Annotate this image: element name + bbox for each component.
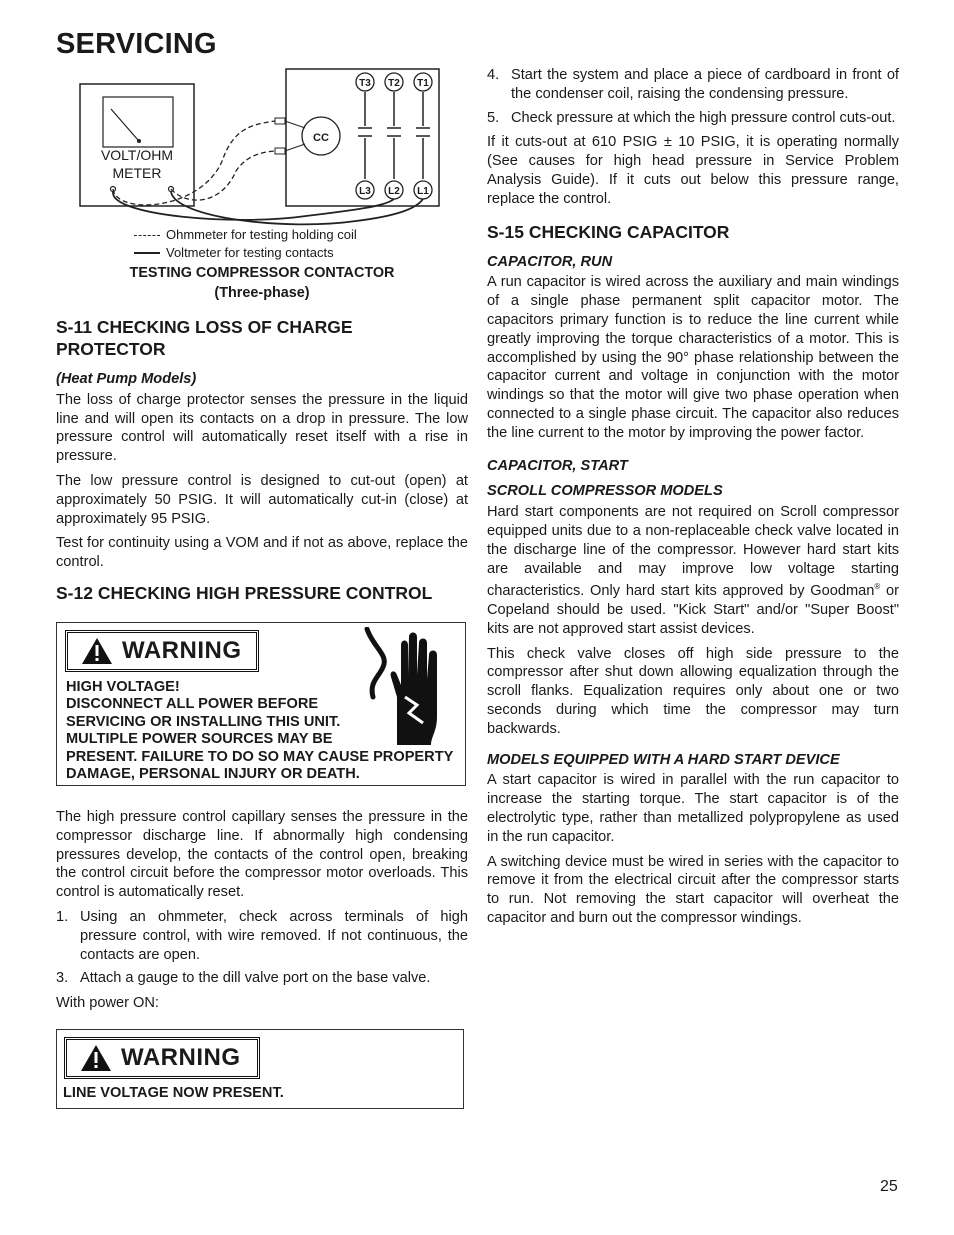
terminal-l3: L3 bbox=[359, 186, 371, 197]
warning-triangle-icon bbox=[79, 1043, 113, 1073]
list-item: 5. Check pressure at which the high pressure control cuts-out. bbox=[487, 109, 896, 126]
s12-heading: S-12 CHECKING HIGH PRESSURE CONTROL bbox=[56, 582, 433, 603]
warning-text: HIGH VOLTAGE! DISCONNECT ALL POWER BEFORE SERVICING OR INSTALLING THIS UNIT. MULTIPLE POWER SOURCES MAY BE PRESENT. FAILURE TO DO SO MAY CAUSE PROPERTY DAMAGE, PERSONAL INJURY OR DEATH. bbox=[66, 678, 454, 783]
s12-steps bbox=[56, 908, 468, 988]
warning-text: LINE VOLTAGE NOW PRESENT. bbox=[63, 1084, 284, 1101]
terminal-t2: T2 bbox=[388, 78, 400, 89]
legend-solid-label: Voltmeter for testing contacts bbox=[166, 245, 334, 260]
terminal-l2: L2 bbox=[388, 186, 400, 197]
s12-paragraph: The high pressure control capillary senses the pressure in the compressor discharge line. If abnormally high condensing pressures develop, the contacts of the control open, breaking the control circuit before the compressor motor overloads. This control is automatically reset. bbox=[56, 808, 468, 901]
s12-result-paragraph: If it cuts-out at 610 PSIG ± 10 PSIG, it is operating normally (See causes for high head pressure in Service Problem Analysis Guide). If it cuts out below this pressure range, replace the control. bbox=[487, 134, 899, 207]
hard-start-heading: MODELS EQUIPPED WITH A HARD START DEVICE bbox=[487, 751, 840, 768]
s11-subheading: (Heat Pump Models) bbox=[56, 371, 197, 387]
capacitor-run-heading: CAPACITOR, RUN bbox=[487, 253, 613, 270]
meter-needle bbox=[111, 109, 138, 140]
warning-badge bbox=[64, 1037, 260, 1079]
diagram-caption-subtitle: (Three-phase) bbox=[214, 285, 310, 301]
contactor-test-diagram bbox=[56, 66, 468, 308]
capacitor-start-heading: CAPACITOR, START bbox=[487, 457, 628, 474]
list-item: 4. Start the system and place a piece of cardboard in front of the condenser coil, raising the condensing pressure. bbox=[487, 67, 899, 102]
legend-solid bbox=[134, 244, 334, 263]
capacitor-run-paragraph: A run capacitor is wired across the auxiliary and main windings of a single phase permanent split capacitor motor. The capacitors primary function is to reduce the line current while greatly improving the torque characteristics of a motor. This is accomplished by using the 90° phase relationship between the capacitor current and voltage in conjunction with the motor windings so that the motor will give two phase operation when connected to a single phase circuit. The capacitor also reduces the line current to the motor by improving the power factor. bbox=[487, 274, 899, 441]
s11-heading: S-11 CHECKING LOSS OF CHARGE PROTECTOR bbox=[56, 317, 353, 359]
right-column bbox=[487, 66, 899, 934]
warning-label: WARNING bbox=[121, 1043, 241, 1071]
meter-label: VOLT/OHM METER bbox=[100, 147, 174, 181]
left-column bbox=[56, 66, 468, 1109]
legend-dashed-label: Ohmmeter for testing holding coil bbox=[166, 227, 357, 242]
terminal-t1: T1 bbox=[417, 78, 429, 89]
s15-heading: S-15 CHECKING CAPACITOR bbox=[487, 221, 730, 242]
s12-steps-continued bbox=[487, 66, 899, 127]
list-item: 1. Using an ohmmeter, check across terminals of high pressure control, with wire removed. If not continuous, the contacts are open. bbox=[56, 908, 468, 963]
legend-dashed bbox=[134, 226, 357, 245]
scroll-compressor-heading: SCROLL COMPRESSOR MODELS bbox=[487, 483, 723, 500]
diagram-caption-title: TESTING COMPRESSOR CONTACTOR bbox=[129, 265, 395, 281]
s11-paragraph: Test for continuity using a VOM and if not as above, replace the control. bbox=[56, 535, 468, 571]
warning-badge bbox=[65, 630, 259, 672]
s11-paragraph: The loss of charge protector senses the pressure in the liquid line and will open its contacts on a drop in pressure. The low pressure control will automatically reset itself with a rise in pressure. bbox=[56, 391, 468, 465]
page-number: 25 bbox=[880, 1178, 898, 1195]
warning-triangle-icon bbox=[80, 636, 114, 666]
scroll-paragraph: Hard start components are not required on Scroll compressor equipped units due to a non-replaceable check valve located in the discharge line of the compressor. However hard start kits are available and may improve low voltage starting characteristics. Only hard start kits approved by Goodman® or Copeland should be used. "Kick Start" and/or "Super Boost" kits are not approved start assist devices. bbox=[487, 504, 900, 637]
warning-box-line-voltage bbox=[56, 1029, 464, 1109]
hard-start-paragraph: A switching device must be wired in series with the capacitor to remove it from the electrical circuit after the compressor starts to run. Not removing the start capacitor will overheat the capacitor and burn out the compressor windings. bbox=[487, 853, 899, 926]
with-power-text: With power ON: bbox=[56, 995, 159, 1012]
contact-lines bbox=[358, 92, 430, 179]
s11-paragraph: The low pressure control is designed to cut-out (open) at approximately 50 PSIG. It will automatically cut-in (close) at approximately 95 PSIG. bbox=[56, 472, 468, 527]
list-item: 3. Attach a gauge to the dill valve port on the base valve. bbox=[56, 970, 431, 987]
page-title: SERVICING bbox=[56, 28, 217, 60]
warning-label: WARNING bbox=[122, 636, 242, 664]
hard-start-paragraph: A start capacitor is wired in parallel with the run capacitor to increase the starting torque. The start capacitor is of the electrolytic type, rather than metallized polypropylene as used in the run capacitor. bbox=[487, 772, 899, 845]
terminal-l1: L1 bbox=[417, 186, 429, 197]
coil-label: CC bbox=[313, 132, 329, 144]
check-valve-paragraph: This check valve closes off high side pressure to the compressor after shut down allowing equalization through the scroll flanks. Equalization requires only about one or two seconds during which time the compressor may turn backwards. bbox=[487, 645, 899, 737]
warning-box-high-voltage bbox=[56, 622, 466, 786]
terminal-t3: T3 bbox=[359, 78, 371, 89]
meter-box bbox=[80, 84, 194, 206]
registered-mark: ® bbox=[874, 582, 881, 592]
